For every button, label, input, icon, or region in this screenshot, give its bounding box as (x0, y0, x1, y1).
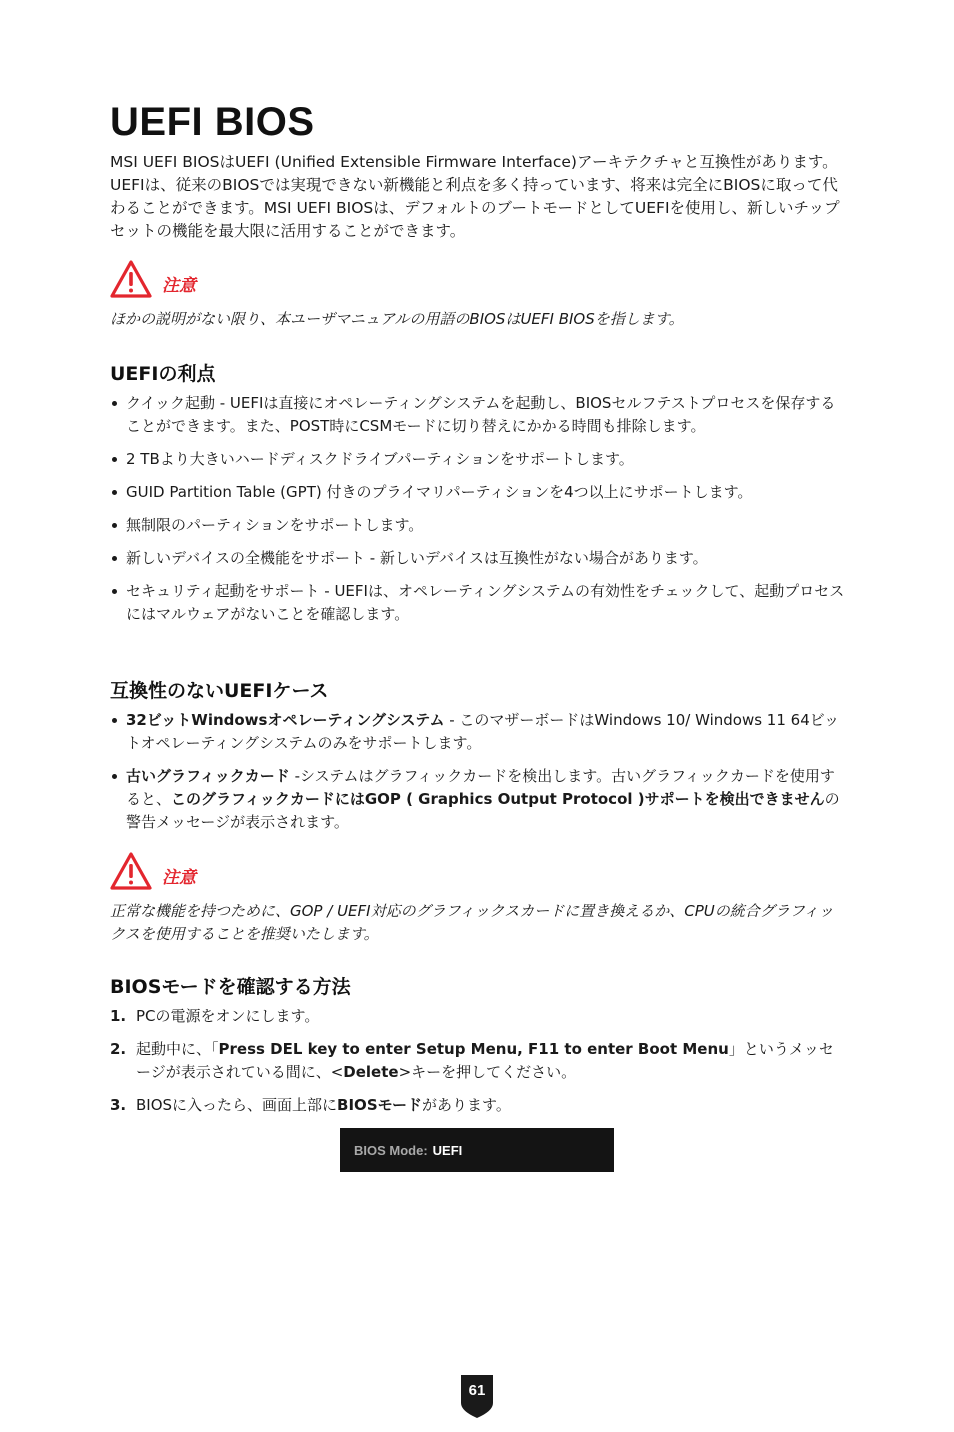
bios-mode-screenshot (340, 1128, 614, 1172)
notice-box-1 (110, 258, 845, 331)
step-text: 」というメッセージが表示されている間に、< (136, 1040, 834, 1081)
notice-text: ほかの説明がない限り、本ユーザマニュアルの用語のBIOSはUEFI BIOSを指します。 (110, 310, 684, 328)
section-heading-incompatible: 互換性のないUEFIケース (110, 680, 329, 702)
step-text: PCの電源をオンにします。 (136, 1007, 320, 1025)
notice-label: 注意 (162, 275, 196, 296)
step-bold: Press DEL key to enter Setup Menu, F11 to enter Boot Menu (218, 1040, 729, 1058)
step-bold: BIOSモード (337, 1096, 423, 1114)
steps-list (110, 1005, 845, 1127)
list-item: 無制限のパーティションをサポートします。 (110, 514, 845, 537)
list-item (110, 765, 845, 834)
step-text: BIOSに入ったら、画面上部に (136, 1096, 338, 1114)
item-text: -システムはグラフィックカードを検出します。古いグラフィックカードを使用すると、 (126, 767, 835, 808)
list-item: 2 TBより大きいハードディスクドライブパーティションをサポートします。 (110, 448, 845, 471)
warning-icon (110, 851, 152, 891)
step-number: 2. (110, 1040, 127, 1058)
page-title: UEFI BIOS (110, 100, 315, 144)
list-item: 新しいデバイスの全機能をサポート - 新しいデバイスは互換性がない場合があります。 (110, 547, 845, 570)
item-bold: 古いグラフィックカード (126, 767, 290, 785)
warning-icon (110, 259, 152, 299)
bios-mode-value: UEFI (432, 1142, 463, 1158)
notice-text: 正常な機能を持つために、GOP / UEFI対応のグラフィックスカードに置き換えるか、CPUの統合グラフィックスを使用することを推奨いたします。 (110, 902, 834, 943)
step-bold: Delete (343, 1063, 399, 1081)
item-text: - このマザーボードはWindows 10/ Windows 11 64ビットオペレーティングシステムのみをサポートします。 (126, 711, 840, 752)
notice-box-2 (110, 850, 845, 946)
step-number: 3. (110, 1096, 127, 1114)
list-item: GUID Partition Table (GPT) 付きのプライマリパーティションを4つ以上にサポートします。 (110, 481, 845, 504)
incompatible-list (110, 709, 845, 844)
step-text: があります。 (422, 1096, 511, 1114)
list-item: クイック起動 - UEFIは直接にオペレーティングシステムを起動し、BIOSセルフテストプロセスを保存することができます。また、POST時にCSMモードに切り替えにかかる時間も排除します。 (110, 392, 845, 438)
step-text: 起動中に、「 (136, 1040, 219, 1058)
benefits-list (110, 392, 845, 636)
list-item (110, 709, 845, 755)
bios-mode-label: BIOS Mode: (354, 1142, 428, 1158)
page-number: 61 (468, 1382, 486, 1399)
list-item: セキュリティ起動をサポート - UEFIは、オペレーティングシステムの有効性をチェックして、起動プロセスにはマルウェアがないことを確認します。 (110, 580, 845, 626)
step-item (110, 1038, 845, 1084)
step-item (110, 1005, 845, 1028)
item-bold: 32ビットWindowsオペレーティングシステム (126, 711, 445, 729)
item-text: の警告メッセージが表示されます。 (126, 790, 840, 831)
page-number-badge (457, 1373, 497, 1419)
section-heading-check-bios-mode: BIOSモードを確認する方法 (110, 976, 351, 998)
step-text: >キーを押してください。 (398, 1063, 577, 1081)
notice-label: 注意 (162, 867, 196, 888)
item-bold: このグラフィックカードにはGOP ( Graphics Output Protocol )サポートを検出できません (171, 790, 825, 808)
step-item (110, 1094, 845, 1117)
step-number: 1. (110, 1007, 127, 1025)
intro-paragraph: MSI UEFI BIOSはUEFI (Unified Extensible Firmware Interface)アーキテクチャと互換性があります。UEFIは、従来のBIOSでは実現できない新機能と利点を多く持っています、将来は完全にBIOSに取って代わることができます。MSI UEFI BIOSは、デフォルトのブートモードとしてUEFIを使用し、新しいチップセットの機能を最大限に活用することができます。 (110, 153, 840, 240)
section-heading-uefi-benefits: UEFIの利点 (110, 363, 216, 385)
